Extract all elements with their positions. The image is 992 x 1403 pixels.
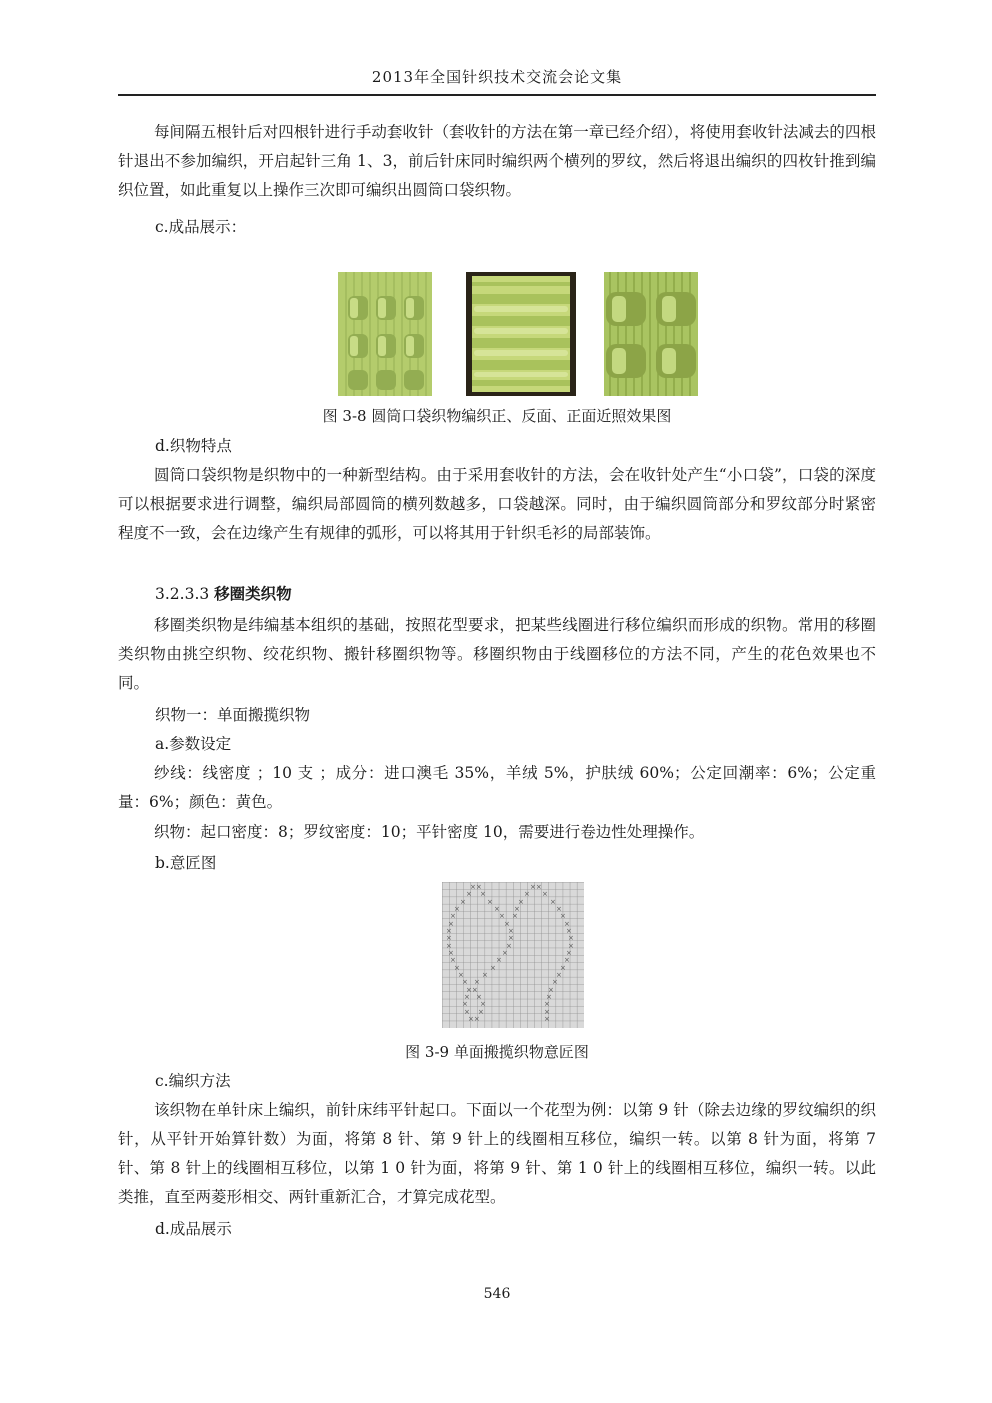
svg-text:××: ×× bbox=[468, 1015, 480, 1023]
svg-text:×: × bbox=[454, 905, 460, 913]
svg-text:×: × bbox=[496, 956, 502, 964]
svg-text:×: × bbox=[560, 964, 566, 972]
section-title: 移圈类织物 bbox=[214, 585, 292, 603]
svg-text:×: × bbox=[524, 890, 530, 898]
svg-text:×: × bbox=[448, 949, 454, 957]
svg-text:×: × bbox=[482, 971, 488, 979]
svg-text:×: × bbox=[446, 934, 452, 942]
label-d-finished-product: d.成品展示 bbox=[155, 1220, 232, 1238]
svg-text:×: × bbox=[560, 912, 566, 920]
svg-text:×: × bbox=[490, 964, 496, 972]
section-heading-3-2-3-3 bbox=[155, 580, 292, 609]
paragraph-knitting-method: 该织物在单针床上编织，前针床纬平针起口。下面以一个花型为例：以第 9 针（除去边缘的罗纹编织的织针，从平针开始算针数）为面，将第 8 针、第 9 针上的线圈相互移位，编织一转。以第 8 针为面，将第 7 针、第 8 针上的线圈相互移位，以第 1 0 针为面，将第 9 针、第 1 0 针上的线圈相互移位，编织一转。以此类推，直至两菱形相交、两针重新汇合，才算完成花型。 bbox=[118, 1101, 876, 1206]
svg-text:×: × bbox=[494, 905, 500, 913]
svg-text:×: × bbox=[568, 942, 574, 950]
svg-text:×: × bbox=[506, 942, 512, 950]
svg-text:×: × bbox=[487, 898, 493, 906]
svg-text:×: × bbox=[544, 1015, 550, 1023]
svg-text:×: × bbox=[542, 890, 548, 898]
paragraph-continuation: 每间隔五根针后对四根针进行手动套收针（套收针的方法在第一章已经介绍），将使用套收针法减去的四根针退出不参加编织，开启起针三角 1、3，前后针床同时编织两个横列的罗纹，然后将退出编织的四枚针推到编织位置，如此重复以上操作三次即可编织出圆筒口袋织物。 bbox=[118, 123, 876, 199]
svg-text:×: × bbox=[564, 956, 570, 964]
svg-text:×: × bbox=[552, 978, 558, 986]
label-c-finished-product: c.成品展示： bbox=[155, 218, 247, 236]
svg-text:×: × bbox=[462, 1000, 468, 1008]
svg-text:×: × bbox=[499, 912, 505, 920]
svg-text:××: ×× bbox=[530, 883, 542, 891]
svg-text:×: × bbox=[450, 956, 456, 964]
label-b-pattern-chart: b.意匠图 bbox=[155, 854, 217, 872]
svg-text:×: × bbox=[460, 898, 466, 906]
svg-text:×: × bbox=[550, 898, 556, 906]
svg-text:×: × bbox=[556, 971, 562, 979]
paragraph-yarn-parameters: 纱线：线密度 ；10 支 ；成分：进口澳毛 35%，羊绒 5%，护肤绒 60%；公定回潮率：6%；公定重量：6%；颜色：黄色。 bbox=[118, 764, 876, 811]
svg-text:×: × bbox=[454, 964, 460, 972]
page-number: 546 bbox=[483, 1286, 511, 1302]
running-header: 2013年全国针织技术交流会论文集 bbox=[371, 68, 623, 86]
svg-text:×: × bbox=[508, 927, 514, 935]
svg-text:×: × bbox=[566, 949, 572, 957]
svg-text:×: × bbox=[448, 920, 454, 928]
svg-text:×: × bbox=[458, 971, 464, 979]
paragraph-transfer-fabric-intro: 移圈类织物是纬编基本组织的基础，按照花型要求，把某些线圈进行移位编织而形成的织物。常用的移圈类织物由挑空织物、绞花织物、搬针移圈织物等。移圈织物由于线圈移位的方法不同，产生的花色效果也不同。 bbox=[118, 616, 876, 692]
svg-text:×: × bbox=[566, 927, 572, 935]
svg-text:×: × bbox=[514, 905, 520, 913]
svg-text:×: × bbox=[466, 890, 472, 898]
svg-text:×: × bbox=[556, 905, 562, 913]
pattern-chart-grid bbox=[442, 882, 584, 1028]
svg-text:××: ×× bbox=[470, 883, 482, 891]
figure-3-9-caption: 图 3-9 单面搬揽织物意匠图 bbox=[405, 1043, 589, 1061]
fabric-photo-back bbox=[466, 272, 576, 396]
svg-text:×: × bbox=[450, 912, 456, 920]
svg-text:×: × bbox=[544, 1000, 550, 1008]
label-c-knitting-method: c.编织方法 bbox=[155, 1072, 231, 1090]
svg-text:×: × bbox=[512, 912, 518, 920]
svg-text:×: × bbox=[446, 942, 452, 950]
svg-text:×: × bbox=[478, 1008, 484, 1016]
svg-text:×: × bbox=[508, 934, 514, 942]
svg-text:×: × bbox=[544, 1008, 550, 1016]
label-d-fabric-features: d.织物特点 bbox=[155, 437, 232, 455]
svg-text:×: × bbox=[446, 927, 452, 935]
svg-text:××: ×× bbox=[466, 986, 478, 994]
svg-text:×: × bbox=[476, 993, 482, 1001]
paragraph-fabric-density: 织物：起口密度：8；罗纹密度：10；平针密度 10，需要进行卷边性处理操作。 bbox=[154, 823, 705, 841]
figure-3-8-caption: 图 3-8 圆筒口袋织物编织正、反面、正面近照效果图 bbox=[322, 407, 672, 425]
label-a-parameters: a.参数设定 bbox=[155, 735, 232, 753]
svg-text:×: × bbox=[480, 890, 486, 898]
svg-text:×: × bbox=[502, 949, 508, 957]
svg-text:×: × bbox=[504, 920, 510, 928]
fabric-one-title: 织物一：单面搬揽织物 bbox=[155, 706, 311, 724]
svg-text:×: × bbox=[464, 1008, 470, 1016]
svg-text:×: × bbox=[568, 934, 574, 942]
svg-text:×: × bbox=[462, 978, 468, 986]
paragraph-pocket-fabric-features: 圆筒口袋织物是织物中的一种新型结构。由于采用套收针的方法，会在收针处产生“小口袋”，口袋的深度可以根据要求进行调整，编织局部圆筒的横列数越多，口袋越深。同时，由于编织圆筒部分和罗纹部分时紧密程度不一致，会在边缘产生有规律的弧形，可以将其用于针织毛衫的局部装饰。 bbox=[118, 466, 876, 542]
section-number: 3.2.3.3 bbox=[155, 585, 210, 603]
svg-text:×: × bbox=[564, 920, 570, 928]
fabric-photo-front bbox=[338, 272, 432, 396]
svg-text:×: × bbox=[480, 1000, 486, 1008]
svg-text:×: × bbox=[518, 898, 524, 906]
fabric-photo-front-closeup bbox=[604, 272, 698, 396]
svg-text:×: × bbox=[464, 993, 470, 1001]
svg-text:×: × bbox=[546, 993, 552, 1001]
header-rule bbox=[118, 94, 876, 96]
svg-text:×: × bbox=[474, 978, 480, 986]
svg-text:×: × bbox=[548, 986, 554, 994]
